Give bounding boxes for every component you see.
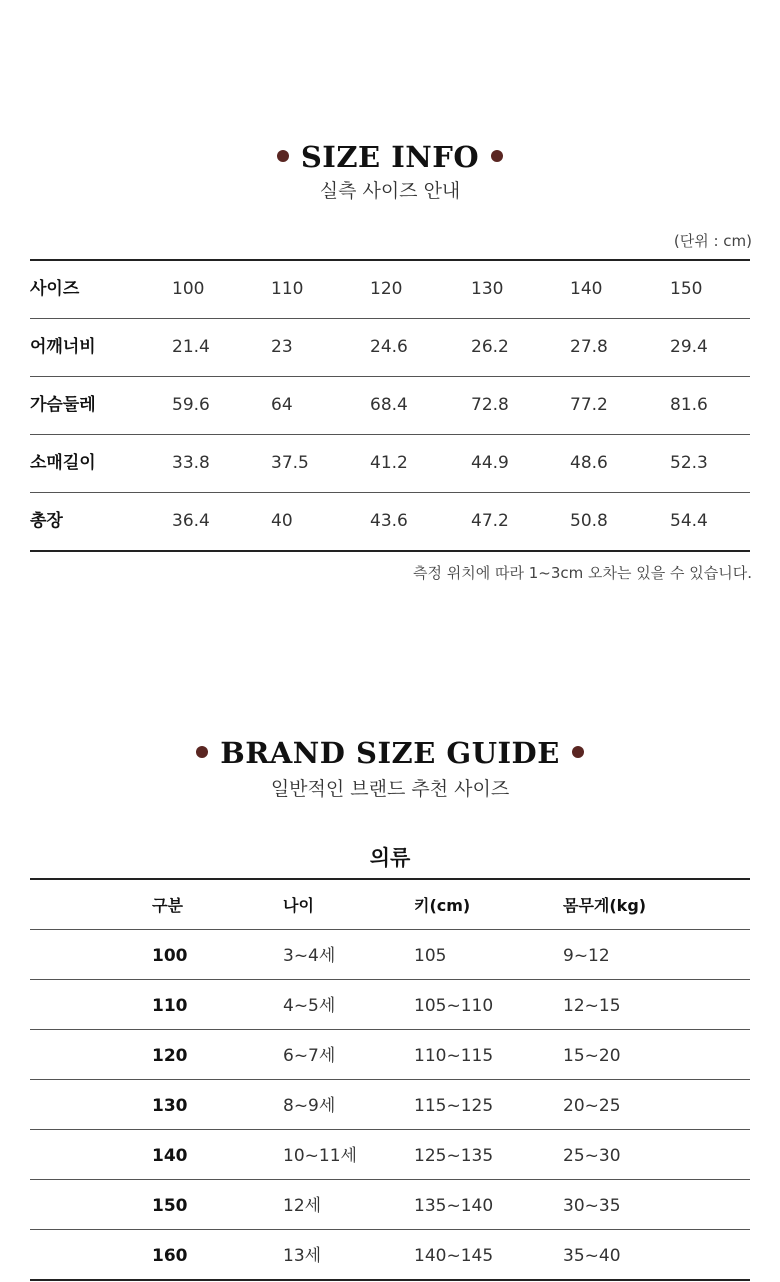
size-cell: 100: [172, 279, 205, 299]
size-cell: 59.6: [172, 395, 210, 415]
bullet-dot-icon: [491, 150, 503, 162]
column-header: 구분: [152, 896, 183, 915]
size-value: 120: [152, 1046, 188, 1066]
table-bottom-rule: [30, 550, 750, 552]
age-value: 4~5세: [283, 996, 336, 1016]
size-value: 130: [152, 1096, 188, 1116]
column-header: 나이: [283, 896, 314, 915]
row-label: 어깨너비: [30, 337, 96, 357]
size-info-title: [0, 140, 780, 174]
age-value: 10~11세: [283, 1146, 357, 1166]
size-cell: 64: [271, 395, 293, 415]
size-cell: 33.8: [172, 453, 210, 473]
size-value: 110: [152, 996, 188, 1016]
size-cell: 54.4: [670, 511, 708, 531]
weight-value: 12~15: [563, 996, 621, 1016]
table-row: [30, 929, 750, 979]
table-row: [30, 1029, 750, 1079]
age-value: 8~9세: [283, 1096, 336, 1116]
height-value: 105: [414, 946, 447, 966]
size-cell: 77.2: [570, 395, 608, 415]
brand-guide-table: [30, 878, 750, 1281]
height-value: 110~115: [414, 1046, 494, 1066]
table-header-row: [30, 878, 750, 929]
size-cell: 26.2: [471, 337, 509, 357]
size-cell: 140: [570, 279, 603, 299]
size-cell: 21.4: [172, 337, 210, 357]
weight-value: 35~40: [563, 1246, 621, 1266]
table-row: [30, 1129, 750, 1179]
size-cell: 81.6: [670, 395, 708, 415]
size-value: 140: [152, 1146, 188, 1166]
table-row: [30, 1079, 750, 1129]
size-cell: 52.3: [670, 453, 708, 473]
size-cell: 37.5: [271, 453, 309, 473]
size-value: 100: [152, 946, 188, 966]
size-cell: 72.8: [471, 395, 509, 415]
row-label: 사이즈: [30, 279, 80, 299]
size-info-title-text: SIZE INFO: [300, 140, 480, 174]
row-label: 가슴둘레: [30, 395, 96, 415]
age-value: 6~7세: [283, 1046, 336, 1066]
size-info-table: [30, 259, 750, 552]
size-cell: 43.6: [370, 511, 408, 531]
size-cell: 41.2: [370, 453, 408, 473]
brand-guide-title-text: BRAND SIZE GUIDE: [220, 736, 560, 770]
size-cell: 44.9: [471, 453, 509, 473]
size-row: [30, 259, 750, 318]
age-value: 3~4세: [283, 946, 336, 966]
column-header: 키(cm): [414, 896, 471, 915]
size-row: [30, 318, 750, 376]
size-row: [30, 434, 750, 492]
row-label: 총장: [30, 511, 63, 531]
unit-label: (단위 : cm): [673, 232, 752, 250]
height-value: 105~110: [414, 996, 494, 1016]
size-cell: 68.4: [370, 395, 408, 415]
row-label: 소매길이: [30, 453, 96, 473]
brand-guide-title: [0, 736, 780, 770]
size-cell: 24.6: [370, 337, 408, 357]
bullet-dot-icon: [572, 746, 584, 758]
clothing-caption: 의류: [369, 846, 411, 870]
brand-guide-subtitle: 일반적인 브랜드 추천 사이즈: [270, 778, 510, 800]
weight-value: 30~35: [563, 1196, 621, 1216]
measurement-note: 측정 위치에 따라 1~3cm 오차는 있을 수 있습니다.: [413, 564, 752, 582]
size-cell: 47.2: [471, 511, 509, 531]
table-row: [30, 1229, 750, 1279]
weight-value: 20~25: [563, 1096, 621, 1116]
table-row: [30, 1179, 750, 1229]
size-cell: 48.6: [570, 453, 608, 473]
size-cell: 50.8: [570, 511, 608, 531]
size-row: [30, 376, 750, 434]
size-cell: 27.8: [570, 337, 608, 357]
bullet-dot-icon: [196, 746, 208, 758]
column-header: 몸무게(kg): [563, 896, 647, 915]
height-value: 135~140: [414, 1196, 494, 1216]
weight-value: 15~20: [563, 1046, 621, 1066]
bullet-dot-icon: [277, 150, 289, 162]
weight-value: 25~30: [563, 1146, 621, 1166]
table-bottom-rule: [30, 1279, 750, 1281]
size-cell: 23: [271, 337, 293, 357]
size-cell: 29.4: [670, 337, 708, 357]
size-cell: 150: [670, 279, 703, 299]
size-cell: 36.4: [172, 511, 210, 531]
age-value: 13세: [283, 1246, 322, 1266]
size-cell: 110: [271, 279, 304, 299]
height-value: 140~145: [414, 1246, 494, 1266]
height-value: 125~135: [414, 1146, 494, 1166]
weight-value: 9~12: [563, 946, 610, 966]
height-value: 115~125: [414, 1096, 494, 1116]
size-value: 160: [152, 1246, 188, 1266]
size-row: [30, 492, 750, 550]
size-value: 150: [152, 1196, 188, 1216]
size-info-subtitle: 실측 사이즈 안내: [319, 180, 461, 202]
table-row: [30, 979, 750, 1029]
size-cell: 120: [370, 279, 403, 299]
size-cell: 130: [471, 279, 504, 299]
age-value: 12세: [283, 1196, 322, 1216]
size-cell: 40: [271, 511, 293, 531]
